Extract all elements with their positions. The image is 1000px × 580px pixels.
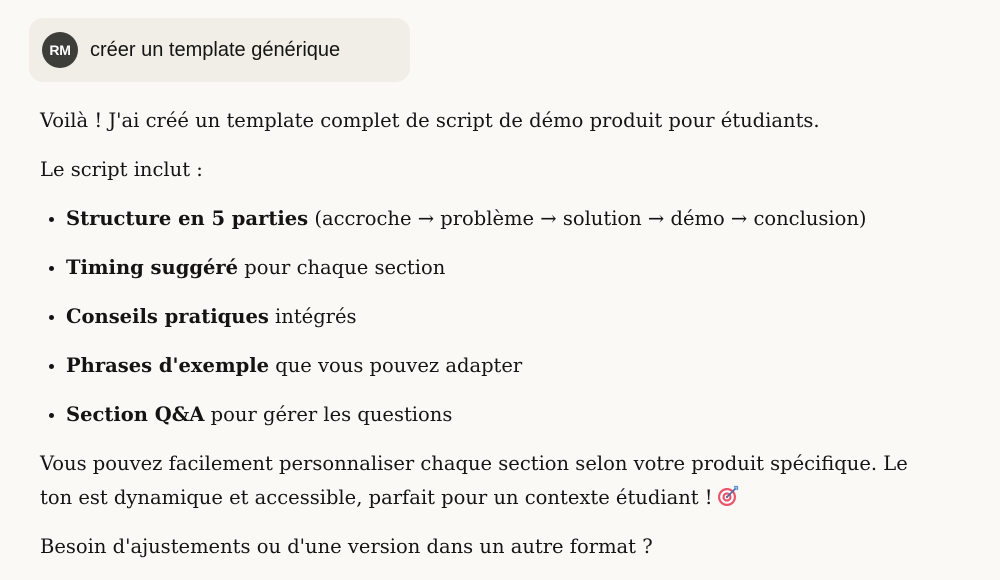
list-item-bold: Structure en 5 parties [66,207,309,230]
list-item-bold: Timing suggéré [66,256,239,279]
response-lead: Le script inclut : [40,158,203,181]
list-item-bold: Phrases d'exemple [66,354,270,377]
list-item-text: pour chaque section [238,256,446,279]
list-item [66,398,940,432]
list-item-bold: Conseils pratiques [66,305,269,328]
list-item-bold: Section Q&A [66,403,205,426]
target-icon [717,485,739,507]
list-item-text: intégrés [268,305,357,328]
response-intro: Voilà ! J'ai créé un template complet de script de démo produit pour étudiants. [40,109,820,132]
response-closing: Besoin d'ajustements ou d'une version dans un autre format ? [40,535,653,558]
user-message-bubble [29,18,410,82]
list-item-text: (accroche → problème → solution → démo → conclusion) [308,207,867,230]
avatar: RM [42,32,78,68]
user-message-text: créer un template générique [90,39,341,61]
list-item [66,349,940,383]
feature-list [40,202,940,432]
list-item [66,202,940,236]
list-item-text: que vous pouvez adapter [269,354,523,377]
response-paragraph-text: Vous pouvez facilement personnaliser chaque section selon votre produit spécifique. Le ton est dynamique et accessible, parfait pour un contexte étudiant ! [40,452,908,509]
list-item [66,300,940,334]
list-item-text: pour gérer les questions [204,403,453,426]
response-paragraph [40,447,940,515]
list-item [66,251,940,285]
assistant-response [40,104,940,579]
